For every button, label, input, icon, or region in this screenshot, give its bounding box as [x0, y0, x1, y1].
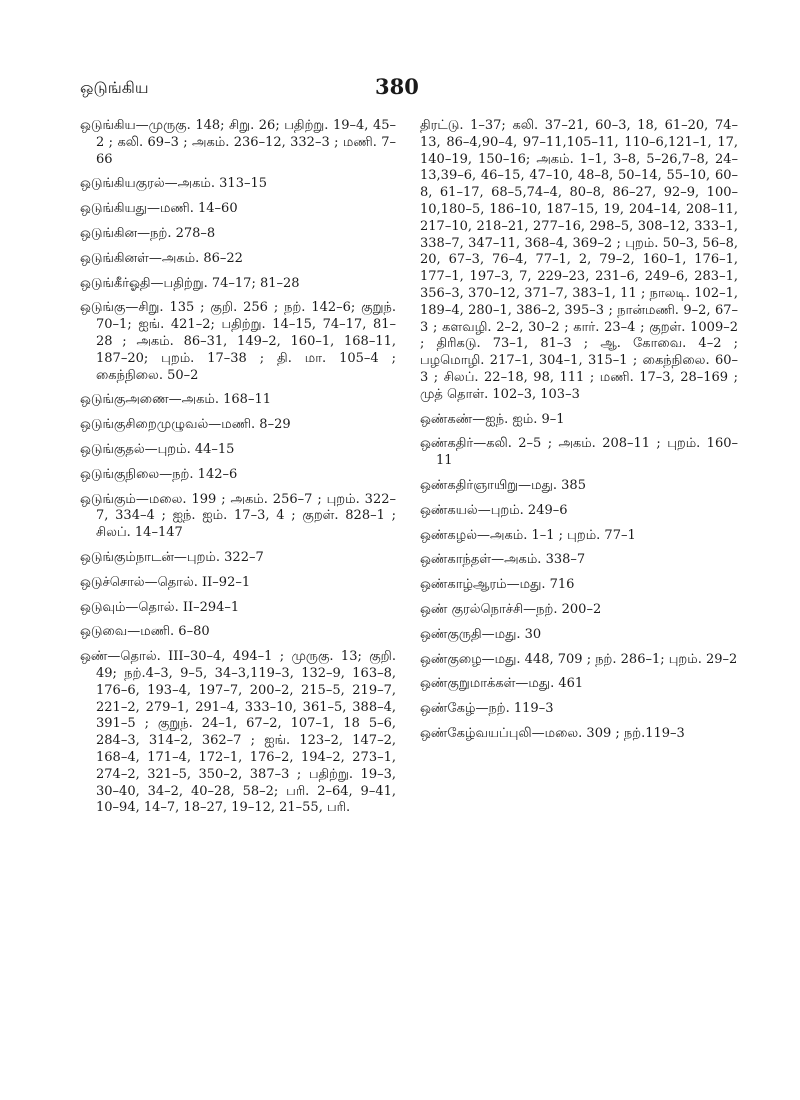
index-entry: ஒடுவும்—தொல். II–294–1	[80, 599, 240, 615]
index-entry: ஒடுங்கும்—மலை. 199 ; அகம். 256–7 ; புறம். 322–7, 334–4 ; ஐந். ஐம். 17–3, 4 ; குறள். 828–1 ; சிலப். 14–147	[80, 491, 396, 541]
index-entry: ஒடுங்குதல்—புறம். 44–15	[80, 441, 235, 457]
index-entry: ஒண்காந்தள்—அகம். 338–7	[420, 552, 586, 568]
index-entry: ஒடுங்கினள்—அகம். 86–22	[80, 250, 243, 266]
index-entry: ஒடுச்சொல்—தொல். II–92–1	[80, 574, 251, 590]
right-column	[420, 118, 738, 751]
page-number: 380	[375, 74, 419, 99]
index-entry: ஒண்கழல்—அகம். 1–1 ; புறம். 77–1	[420, 527, 636, 543]
index-entry: ஒடுங்கின—நற். 278–8	[80, 225, 216, 241]
index-entry: ஒண்கதிர்ஞாயிறு—மது. 385	[420, 477, 586, 493]
left-column	[80, 118, 396, 825]
index-entry: ஒடுங்குஅணை—அகம். 168–11	[80, 392, 271, 408]
index-entry: ஒடுங்கு—சிறு. 135 ; குறி. 256 ; நற். 142–6; குறுந். 70–1; ஐங். 421–2; பதிற்று. 14–15, 74–17, 81–28 ; அகம். 86–31, 149–2, 160–1, 168–11, 187–20; புறம். 17–38 ; தி. மா. 105–4 ; கைந்நிலை. 50–2	[80, 300, 396, 383]
index-entry: ஒண்கண்—ஐந். ஐம். 9–1	[420, 411, 565, 427]
index-entry: ஒடுங்கியது—மணி. 14–60	[80, 201, 238, 217]
index-entry: ஒண்காழ்ஆரம்—மது. 716	[420, 577, 575, 593]
index-entry: ஒண்குருதி—மது. 30	[420, 626, 542, 642]
index-entry: ஒடுங்குநிலை—நற். 142–6	[80, 466, 238, 482]
index-entry: ஒடுங்குசிறைமுழுவல்—மணி. 8–29	[80, 417, 291, 433]
index-entry: ஒடுங்கியகுரல்—அகம். 313–15	[80, 176, 268, 192]
index-entry: ஒண்—தொல். III–30–4, 494–1 ; முருகு. 13; குறி. 49; நற்.4–3, 9–5, 34–3,119–3, 132–9, 163–8, 176–6, 193–4, 197–7, 200–2, 215–5, 219–7, 221–2, 279–1, 291–4, 333–10, 361–5, 388–4, 391–5 ; குறுந். 24–1, 67–2, 107–1, 18 5–6, 284–3, 314–2, 362–7 ; ஐங். 123–2, 147–2, 168–4, 171–4, 172–1, 176–2, 194–2, 273–1, 274–2, 321–5, 350–2, 387–3 ; பதிற்று. 19–3, 30–40, 34–2, 40–28, 58–2; பரி. 2–64, 9–41, 10–94, 14–7, 18–27, 19–12, 21–55, பரி.	[80, 649, 396, 816]
index-entry: ஒண் குரல்நொச்சி—நற். 200–2	[420, 601, 602, 617]
index-entry: ஒண்கயல்—புறம். 249–6	[420, 502, 568, 518]
index-entry: ஒடுவை—மணி. 6–80	[80, 624, 210, 640]
index-entry: ஒடுங்கிய—முருகு. 148; சிறு. 26; பதிற்று. 19–4, 45–2 ; கலி. 69–3 ; அகம். 236–12, 332–3 ; மணி. 7–66	[80, 118, 396, 167]
index-entry: ஒண்குழை—மது. 448, 709 ; நற். 286–1; புறம். 29–2	[420, 651, 738, 667]
running-head: ஒடுங்கிய	[80, 78, 149, 97]
index-entry: ஒண்கேழ்வயப்புலி—மலை. 309 ; நற்.119–3	[420, 725, 685, 741]
index-entry-continuation: திரட்டு. 1–37; கலி. 37–21, 60–3, 18, 61–20, 74–13, 86–4,90–4, 97–11,105–11, 110–6,121–1, 17, 140–19, 150–16; அகம். 1–1, 3–8, 5–26,7–8, 24–13,39–6, 46–15, 47–10, 48–8, 50–14, 55–10, 60–8, 61–17, 68–5,74–4, 80–8, 86–27, 92–9, 100–10,180–5, 186–10, 187–15, 19, 204–14, 208–11, 217–10, 218–21, 277–16, 298–5, 308–12, 333–1, 338–7, 347–11, 368–4, 369–2 ; புறம். 50–3, 56–8, 20, 67–3, 76–4, 77–1, 2, 79–2, 160–1, 176–1, 177–1, 197–3, 7, 229–23, 231–6, 249–6, 283–1, 356–3, 370–12, 371–7, 383–1, 11 ; நாலடி. 102–1, 189–4, 280–1, 386–2, 395–3 ; நான்மணி. 9–2, 67–3 ; களவழி. 2–2, 30–2 ; கார். 23–4 ; குறள். 1009–2 ; திரிகடு. 73–1, 81–3 ; ஆ. கோவை. 4–2 ; பழமொழி. 217–1, 304–1, 315–1 ; கைந்நிலை. 60–3 ; சிலப். 22–18, 98, 111 ; மணி. 17–3, 28–169 ; முத் தொள். 102–3, 103–3	[420, 118, 738, 402]
index-entry: ஒண்கேழ்—நற். 119–3	[420, 701, 554, 717]
index-entry: ஒண்குறுமாக்கள்—மது. 461	[420, 676, 584, 692]
index-entry: ஒடுங்கீர்ஓதி—பதிற்று. 74–17; 81–28	[80, 275, 300, 291]
index-entry: ஒடுங்கும்நாடன்—புறம். 322–7	[80, 549, 264, 565]
index-entry: ஒண்கதிர்—கலி. 2–5 ; அகம். 208–11 ; புறம். 160–11	[420, 436, 738, 469]
page-header	[80, 74, 740, 108]
